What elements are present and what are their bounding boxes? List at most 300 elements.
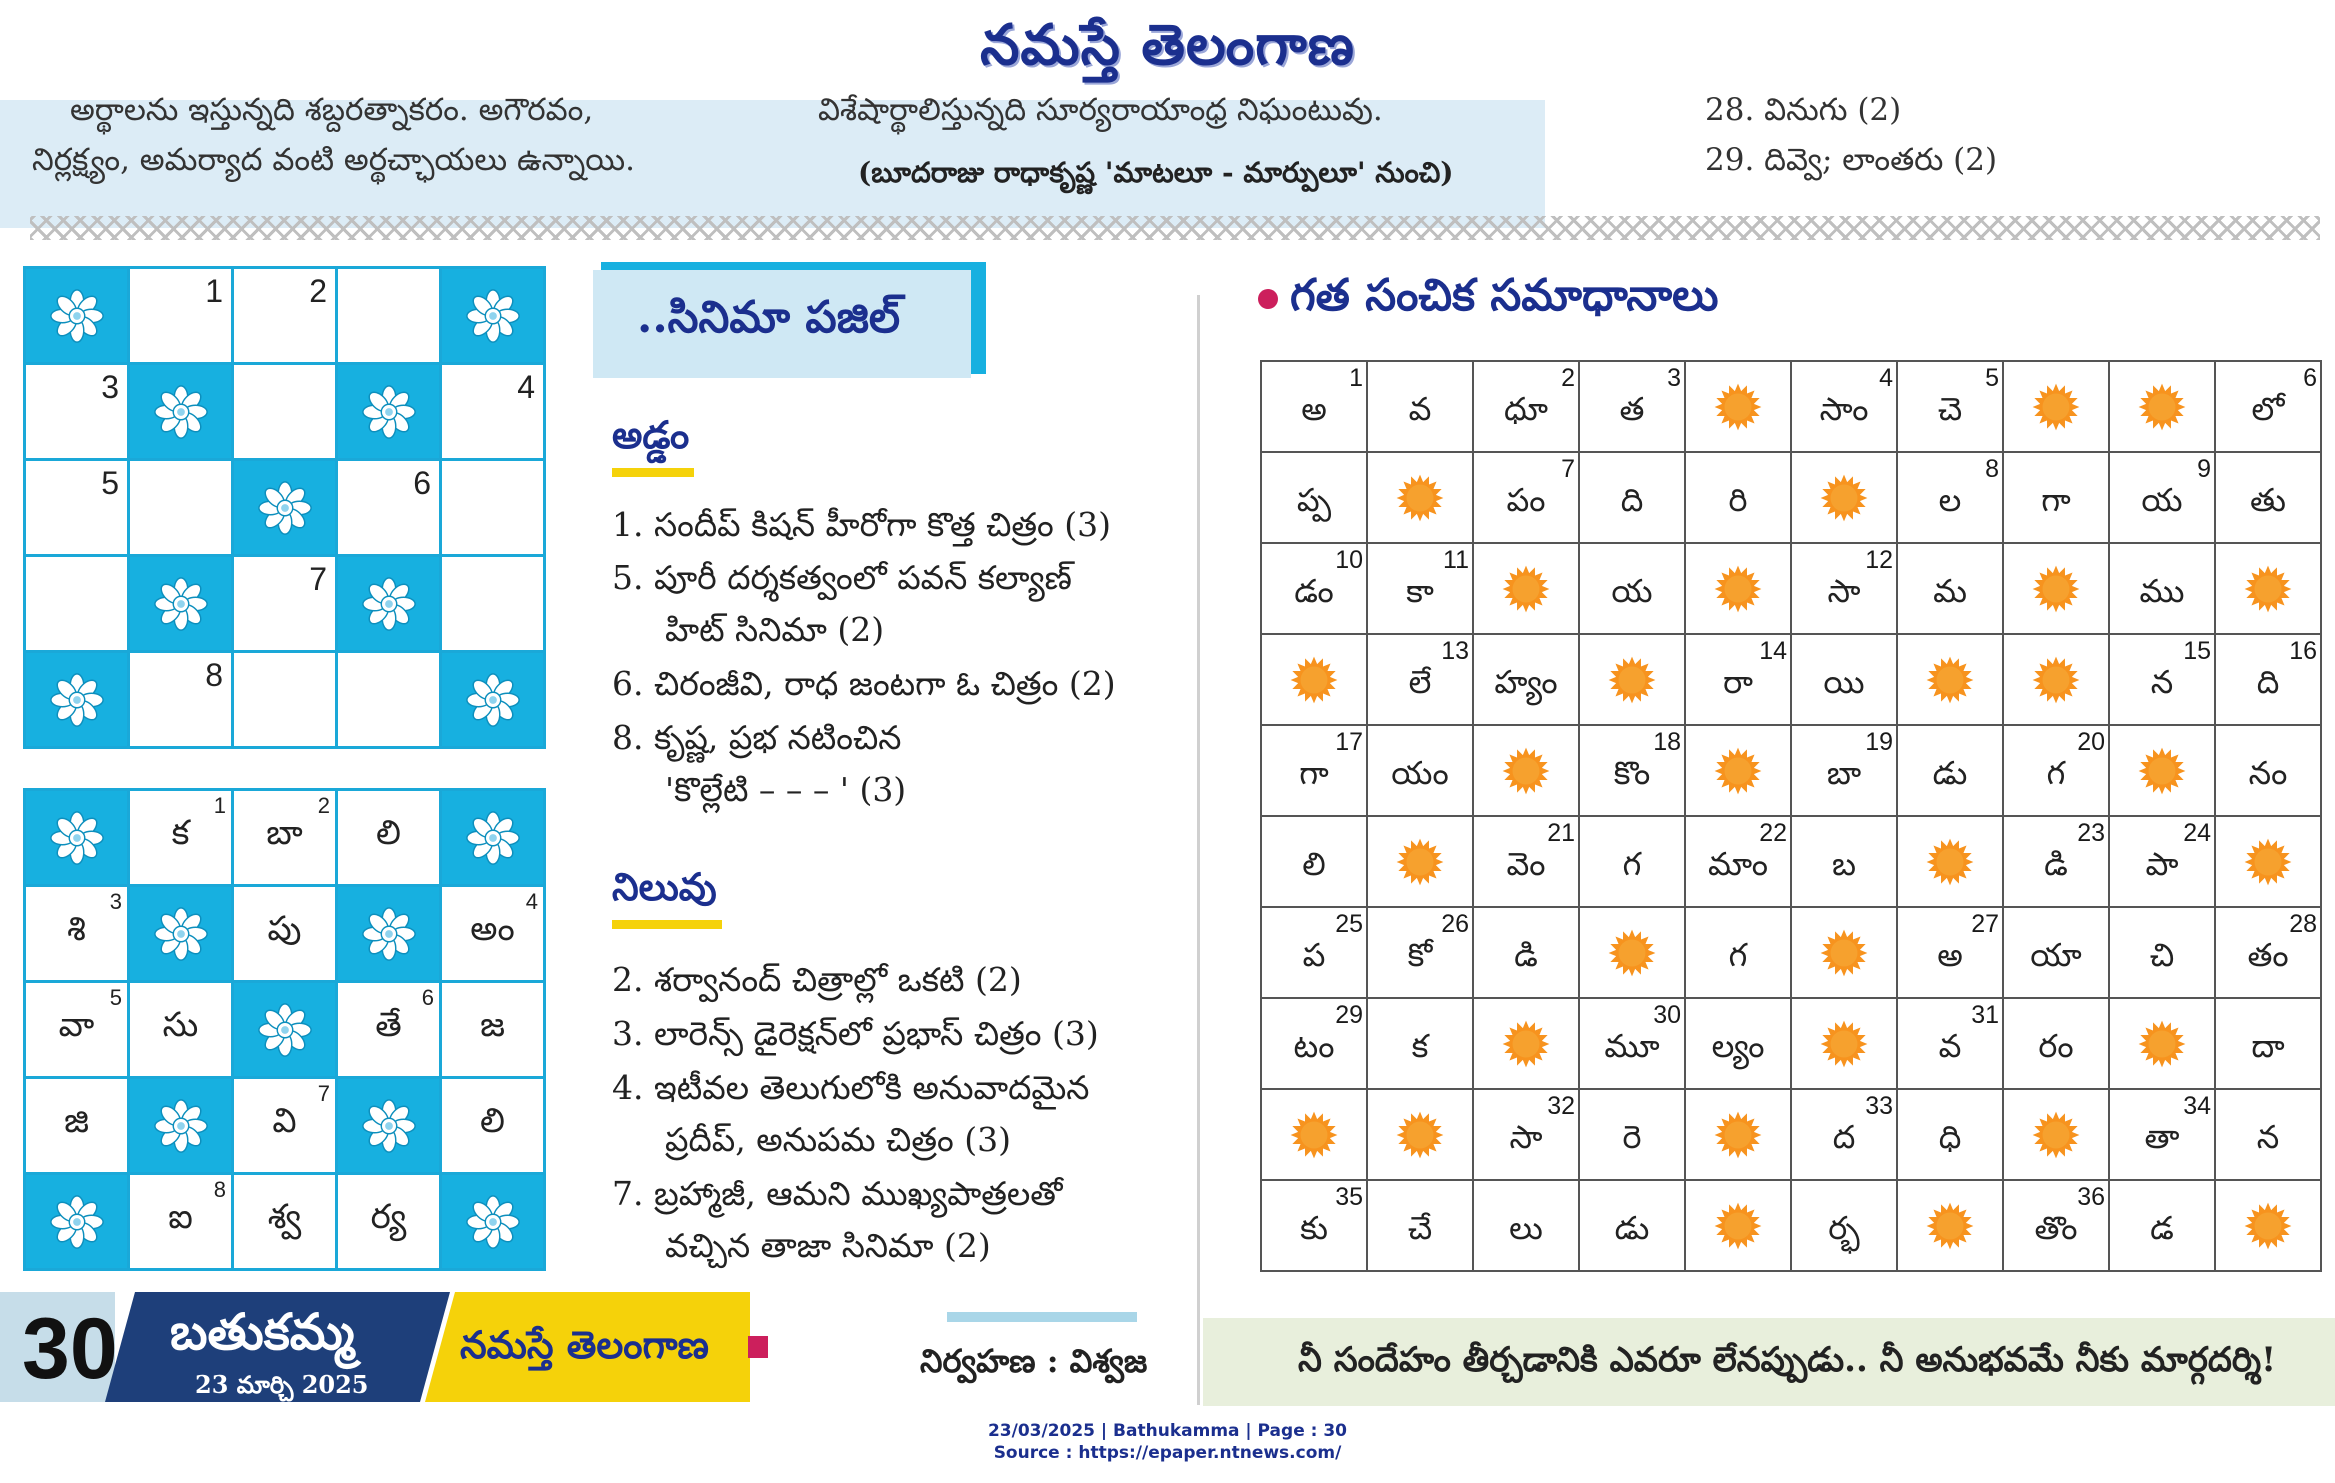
footer-date: 23 మార్చి 2025 [195,1370,369,1399]
solutions-letter: సా [1509,1117,1543,1156]
solutions-clue-number: 10 [1335,546,1363,574]
solutions-row [1261,725,2321,816]
solutions-letter: లో [2251,389,2285,428]
solutions-cell [1473,1089,1579,1180]
solutions-cell [1261,361,1367,452]
solutions-cell [2109,361,2215,452]
solutions-cell [1897,998,2003,1089]
puzzle-cell[interactable] [442,365,543,458]
solutions-cell [1367,543,1473,634]
solutions-letter: మ [1933,571,1967,610]
solutions-cell [1579,725,1685,816]
solutions-letter: డు [1614,1208,1650,1247]
clue-number: 2 [317,793,330,818]
solutions-letter: ది [2256,662,2280,701]
sun-icon [1393,1108,1447,1162]
solutions-letter: గ [2046,753,2066,792]
solutions-letter: ప్ప [1296,480,1332,519]
puzzle-cell[interactable] [130,461,231,554]
solutions-clue-number: 8 [1985,455,1999,483]
answer-cell[interactable] [234,1175,335,1268]
sun-icon [2241,562,2295,616]
solutions-clue-number: 6 [2303,364,2317,392]
puzzle-cell[interactable] [26,557,127,650]
solutions-cell [1579,907,1685,998]
meta-line-2: Source : https://epaper.ntnews.com/ [993,1443,1342,1463]
clue-number: 4 [525,889,538,914]
solutions-clue-number: 1 [1349,364,1363,392]
solutions-cell [2003,452,2109,543]
solutions-clue-number: 23 [2077,819,2105,847]
answer-cell [130,1079,231,1172]
solutions-row [1261,361,2321,452]
puzzle-grid-answer [23,788,546,1271]
sun-icon [1711,744,1765,798]
solutions-letter: రం [2038,1026,2074,1065]
puzzle-cell [26,653,127,746]
solutions-cell [1791,907,1897,998]
top-line-mid-1: విశేషార్థాలిస్తున్నది సూర్యరాయాంధ్ర నిఘంటువు. [818,92,1383,128]
solutions-title-text: గత సంచిక సమాధానాలు [1290,270,1719,321]
solutions-letter: రి [1728,480,1748,519]
flower-icon [152,383,210,441]
solutions-cell [2109,1180,2215,1271]
flower-icon [152,1097,210,1155]
answer-cell[interactable] [130,983,231,1076]
solutions-cell [2003,725,2109,816]
solutions-cell [2215,725,2321,816]
sun-icon [1817,471,1871,525]
solutions-cell [2003,361,2109,452]
puzzle-cell[interactable] [234,269,335,362]
top-line-mid-2: (బూదరాజు రాధాకృష్ణ 'మాటలూ - మార్పులూ' నుంచి) [858,156,1454,189]
answer-cell[interactable] [338,791,439,884]
solutions-cell [1579,452,1685,543]
flower-icon [464,671,522,729]
solutions-clue-number: 19 [1865,728,1893,756]
puzzle-grid-empty [23,266,546,749]
solutions-letter: పం [1506,480,1546,519]
solutions-cell [1261,816,1367,907]
flower-icon [464,1193,522,1251]
solutions-clue-number: 34 [2183,1092,2211,1120]
sun-icon [1499,744,1553,798]
solutions-clue-number: 24 [2183,819,2211,847]
solutions-cell [2109,452,2215,543]
solutions-cell [1685,1089,1791,1180]
answer-letter: జి [64,1101,89,1141]
column-divider [1197,295,1200,1405]
clue-number: 5 [109,985,122,1010]
down-clue-4: 4. ఇటీవల తెలుగులోకి అనువాదమైన [612,1068,1090,1107]
puzzle-title-box [593,262,986,382]
across-clue-1: 1. సందీప్ కిషన్ హీరోగా కొత్త చిత్రం (3) [612,505,1112,544]
solutions-letter: చె [1937,389,1963,428]
answer-cell[interactable] [442,983,543,1076]
solutions-cell [1579,1089,1685,1180]
puzzle-cell[interactable] [130,269,231,362]
solutions-letter: ధూ [1504,389,1548,428]
solutions-letter: ద [1832,1117,1856,1156]
masthead-title: నమస్తే తెలంగాణ [980,12,1355,78]
solutions-letter: గా [1299,753,1329,792]
answer-cell [130,887,231,980]
answer-cell[interactable] [130,791,231,884]
solutions-cell [1579,998,1685,1089]
solutions-clue-number: 35 [1335,1183,1363,1211]
solutions-row [1261,543,2321,634]
solutions-clue-number: 16 [2289,637,2317,665]
solutions-cell [1897,907,2003,998]
answer-cell[interactable] [234,1079,335,1172]
answer-letter: సు [162,1005,199,1045]
down-clue-3: 3. లారెన్స్ డైరెక్షన్‌లో ప్రభాస్ చిత్రం (3) [612,1014,1099,1053]
solutions-letter: యి [1823,662,1865,701]
flower-icon [256,1001,314,1059]
flower-icon [152,905,210,963]
answer-cell[interactable] [26,983,127,1076]
flower-icon [360,905,418,963]
solutions-letter: కొం [1613,753,1651,792]
clue-number: 6 [421,985,434,1010]
answer-letter: జ [480,1005,505,1045]
solutions-cell [1685,725,1791,816]
solutions-cell [2003,998,2109,1089]
solutions-clue-number: 13 [1441,637,1469,665]
puzzle-cell[interactable] [130,653,231,746]
solutions-cell [1685,634,1791,725]
solutions-letter: క [1411,1026,1429,1065]
sun-icon [1393,471,1447,525]
solutions-letter: ల [1938,480,1962,519]
puzzle-cell[interactable] [338,269,439,362]
puzzle-cell [234,461,335,554]
puzzle-cell [442,653,543,746]
solutions-cell [2109,907,2215,998]
solutions-letter: సాం [1819,389,1869,428]
solutions-letter: చే [1407,1208,1433,1247]
solutions-row [1261,634,2321,725]
solutions-cell [2003,634,2109,725]
solutions-cell [1473,725,1579,816]
sun-icon [2029,653,2083,707]
solutions-cell [1579,816,1685,907]
solutions-cell [1897,543,2003,634]
bullet-icon [1258,289,1278,309]
solutions-clue-number: 36 [2077,1183,2105,1211]
puzzle-cell[interactable] [442,557,543,650]
solutions-cell [1897,1180,2003,1271]
clue-number: 7 [317,1081,330,1106]
answer-letter: లి [480,1101,505,1141]
down-clue-4-cont: ప్రదీప్, అనుపమ చిత్రం (3) [665,1120,1011,1159]
answer-cell [234,983,335,1076]
puzzle-cell[interactable] [338,653,439,746]
clue-number: 8 [213,1177,226,1202]
solutions-letter: అ [1937,935,1963,974]
solutions-clue-number: 12 [1865,546,1893,574]
solutions-letter: ము [2139,571,2185,610]
solutions-cell [2003,1089,2109,1180]
solutions-cell [1473,361,1579,452]
solutions-cell [2109,1089,2215,1180]
solutions-letter: మాం [1707,844,1768,883]
solutions-letter: య [1611,571,1653,610]
solutions-cell [2109,634,2215,725]
answer-letter: క [171,813,190,853]
answer-cell[interactable] [442,1079,543,1172]
solutions-cell [1791,361,1897,452]
answer-cell[interactable] [234,887,335,980]
sun-icon [1605,653,1659,707]
solutions-clue-number: 28 [2289,910,2317,938]
sun-icon [1605,926,1659,980]
solutions-cell [1261,998,1367,1089]
solutions-clue-number: 30 [1653,1001,1681,1029]
solutions-clue-number: 15 [2183,637,2211,665]
solutions-cell [1791,634,1897,725]
sun-icon [2241,1199,2295,1253]
footer-credit-bar [947,1312,1137,1322]
footer-paper-name: నమస్తే తెలంగాణ [460,1322,709,1367]
solutions-cell [1791,725,1897,816]
solutions-cell [1685,907,1791,998]
solutions-cell [1367,1089,1473,1180]
down-heading: నిలువు [612,864,717,909]
puzzle-cell[interactable] [234,557,335,650]
clue-number: 1 [205,273,223,309]
flower-icon [152,575,210,633]
solutions-cell [2215,361,2321,452]
masthead [0,0,2335,100]
solutions-cell [1579,361,1685,452]
solutions-letter: టం [1293,1026,1335,1065]
footer-page-number: 30 [22,1301,118,1397]
solutions-cell [1473,998,1579,1089]
solutions-cell [1473,816,1579,907]
solutions-cell [1791,998,1897,1089]
puzzle-cell[interactable] [442,461,543,554]
solutions-clue-number: 5 [1985,364,1999,392]
answer-cell[interactable] [338,1175,439,1268]
solutions-cell [2215,816,2321,907]
footer-square-icon [748,1336,768,1358]
solutions-cell [1897,816,2003,907]
solutions-letter: నం [2248,753,2288,792]
sun-icon [2135,380,2189,434]
solutions-letter: ల్యం [1711,1026,1765,1065]
top-line-left-2: నిర్లక్ష్యం, అమర్యాద వంటి అర్థచ్ఛాయలు ఉన్నాయి. [32,142,635,178]
solutions-clue-number: 33 [1865,1092,1893,1120]
solutions-letter: వ [1408,389,1432,428]
solutions-cell [1261,1089,1367,1180]
answer-cell [338,887,439,980]
solutions-cell [1261,1180,1367,1271]
down-clue-7: 7. బ్రహ్మాజీ, ఆమని ముఖ్యపాత్రలతో [612,1174,1063,1213]
solutions-clue-number: 20 [2077,728,2105,756]
solutions-letter: న [2256,1117,2280,1156]
flower-icon [360,1097,418,1155]
solutions-cell [1473,634,1579,725]
quote-text: నీ సందేహం తీర్చడానికి ఎవరూ లేనప్పుడు.. నీ అనుభవమే నీకు మార్గదర్శి! [1298,1340,2277,1380]
solutions-cell [1791,1180,1897,1271]
answer-letter: బా [266,813,303,853]
solutions-row [1261,1180,2321,1271]
solutions-cell [1367,816,1473,907]
solutions-cell [2109,816,2215,907]
solutions-clue-number: 11 [1443,546,1469,574]
quote-box [1203,1318,2335,1406]
solutions-cell [1791,816,1897,907]
solutions-clue-number: 26 [1441,910,1469,938]
top-line-left-1: అర్థాలను ఇస్తున్నది శబ్దరత్నాకరం. అగౌరవం, [70,92,594,128]
footer-page-number-box [0,1292,118,1402]
solutions-letter: దా [2251,1026,2285,1065]
solutions-cell [2215,634,2321,725]
solutions-letter: చి [2149,935,2175,974]
sun-icon [1817,926,1871,980]
solutions-row [1261,998,2321,1089]
solutions-letter: యా [2030,935,2082,974]
solutions-cell [2003,543,2109,634]
across-underline [612,468,694,477]
solutions-cell [1473,452,1579,543]
sun-icon [1711,380,1765,434]
solutions-letter: వ [1938,1026,1962,1065]
solutions-cell [1897,361,2003,452]
solutions-cell [2215,1180,2321,1271]
flower-icon [256,479,314,537]
solutions-cell [1897,452,2003,543]
clue-number: 1 [213,793,226,818]
clue-number: 3 [101,369,119,405]
solutions-letter: త [1619,389,1645,428]
solutions-cell [1261,907,1367,998]
solutions-letter: ధి [1938,1117,1962,1156]
solutions-letter: డ [2150,1208,2174,1247]
solutions-letter: రె [1622,1117,1642,1156]
solutions-cell [2109,543,2215,634]
puzzle-cell[interactable] [234,653,335,746]
solutions-cell [1579,634,1685,725]
solutions-cell [1685,998,1791,1089]
down-clue-7-cont: వచ్చిన తాజా సినిమా (2) [665,1226,991,1265]
solutions-letter: కో [1407,935,1433,974]
sun-icon [1923,1199,1977,1253]
clue-number: 5 [101,465,119,501]
puzzle-cell [338,365,439,458]
solutions-row [1261,452,2321,543]
answer-cell [442,791,543,884]
solutions-row [1261,1089,2321,1180]
sun-icon [2241,835,2295,889]
solutions-clue-number: 2 [1561,364,1575,392]
meta-line-1: 23/03/2025 | Bathukamma | Page : 30 [987,1421,1348,1441]
solutions-letter: లే [1408,662,1432,701]
sun-icon [2135,1017,2189,1071]
puzzle-cell [130,557,231,650]
solutions-letter: ప [1302,935,1326,974]
solutions-cell [1685,816,1791,907]
answer-cell [26,1175,127,1268]
solutions-letter: లు [1509,1208,1543,1247]
solutions-letter: సా [1827,571,1861,610]
answer-letter: లి [376,813,401,853]
solutions-cell [1791,452,1897,543]
across-clue-5: 5. పూరీ దర్శకత్వంలో పవన్ కల్యాణ్ [612,558,1072,597]
answer-letter: పు [267,909,302,949]
sun-icon [1923,835,1977,889]
answer-letter: శ్వ [267,1197,302,1237]
solutions-clue-number: 3 [1667,364,1681,392]
flower-icon [360,575,418,633]
solutions-letter: ది [1620,480,1644,519]
puzzle-cell[interactable] [234,365,335,458]
sun-icon [2029,1108,2083,1162]
solutions-cell [1473,543,1579,634]
border-pattern [30,216,2320,240]
puzzle-cell [130,365,231,458]
solutions-letter: హ్యం [1494,662,1558,701]
flower-icon [464,809,522,867]
flower-icon [48,287,106,345]
puzzle-title: ..సినిమా పజిల్ [637,292,901,343]
solutions-cell [1261,634,1367,725]
solutions-cell [1261,725,1367,816]
solutions-letter: కా [1406,571,1434,610]
across-clue-8-cont: 'కొల్లేటి – – – ' (3) [665,770,907,809]
solutions-grid [1260,360,2322,1272]
puzzle-cell[interactable] [26,365,127,458]
solutions-cell [1261,543,1367,634]
puzzle-cell[interactable] [338,461,439,554]
solutions-letter: డి [2044,844,2068,883]
solutions-clue-number: 17 [1335,728,1363,756]
sun-icon [1923,653,1977,707]
answer-cell[interactable] [26,887,127,980]
solutions-cell [2003,907,2109,998]
answer-cell[interactable] [130,1175,231,1268]
solutions-letter: లి [1302,844,1326,883]
puzzle-cell [442,269,543,362]
answer-cell[interactable] [234,791,335,884]
answer-cell[interactable] [338,983,439,1076]
sun-icon [2029,562,2083,616]
solutions-letter: బ [1831,844,1856,883]
across-clue-8: 8. కృష్ణ, ప్రభ నటించిన [612,718,902,757]
solutions-cell [1897,634,2003,725]
answer-cell[interactable] [26,1079,127,1172]
solutions-cell [1685,1180,1791,1271]
solutions-cell [1473,907,1579,998]
solutions-letter: వెం [1506,844,1546,883]
solutions-cell [2003,816,2109,907]
clue-number: 7 [309,561,327,597]
answer-cell[interactable] [442,887,543,980]
clue-number: 2 [309,273,327,309]
solutions-row [1261,816,2321,907]
sun-icon [1393,835,1447,889]
solutions-letter: గ [1622,844,1642,883]
solutions-cell [2215,543,2321,634]
answer-letter: తే [375,1005,402,1045]
solutions-cell [2215,907,2321,998]
flower-icon [464,287,522,345]
puzzle-cell[interactable] [26,461,127,554]
answer-letter: వి [272,1101,297,1141]
answer-letter: వా [58,1005,95,1045]
solutions-cell [1367,725,1473,816]
